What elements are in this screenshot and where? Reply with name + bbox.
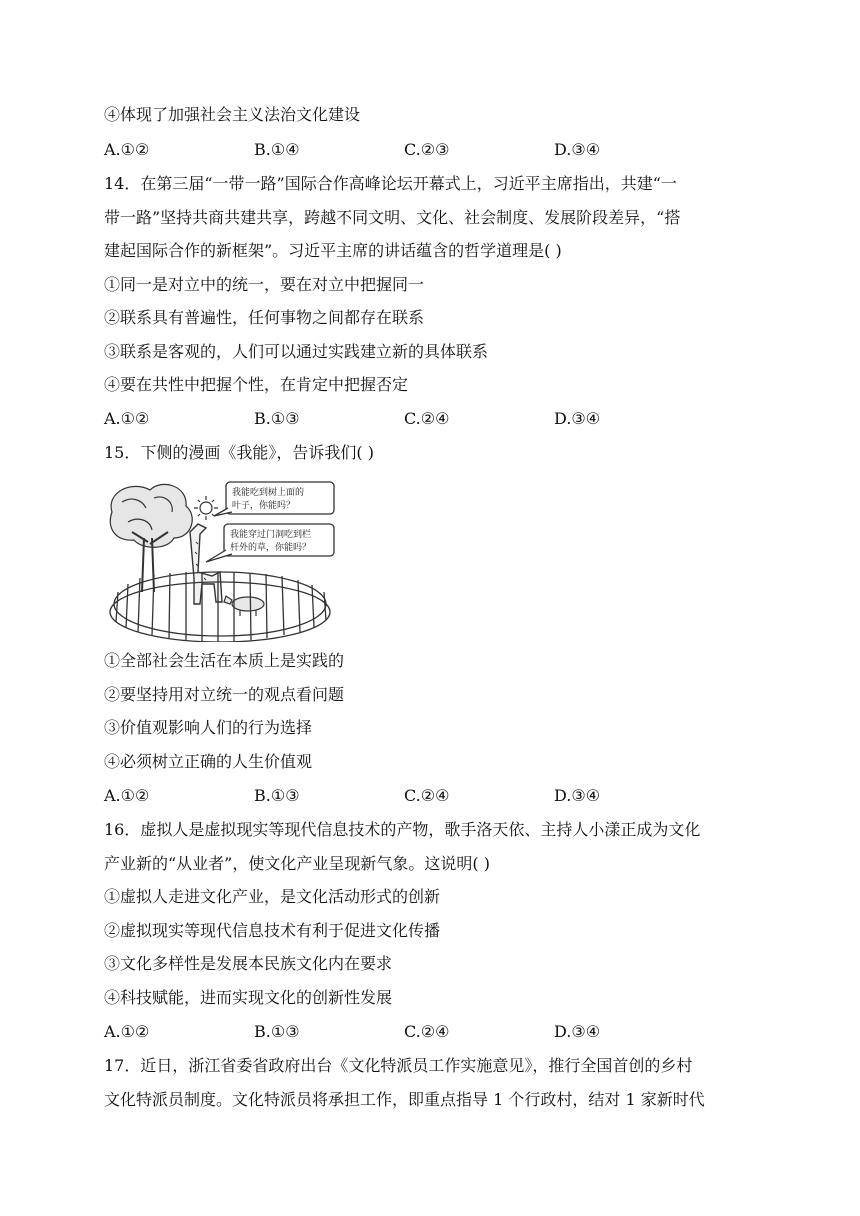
q16-item-2: ②虚拟现实等现代信息技术有利于促进文化传播 [104, 921, 441, 940]
q13-option-a[interactable]: A.①② [104, 140, 150, 159]
tree-drawing [110, 484, 192, 592]
q16-option-a[interactable]: A.①② [104, 1022, 150, 1041]
q16-item-4: ④科技赋能，进而实现文化的创新性发展 [104, 988, 393, 1007]
q15-item-4: ④必须树立正确的人生价值观 [104, 752, 313, 771]
q14-item-3: ③联系是客观的，人们可以通过实践建立新的具体联系 [104, 342, 489, 361]
q16-options [104, 1021, 744, 1043]
q13-options [104, 139, 744, 161]
q13-option-c[interactable]: C.②③ [404, 140, 450, 159]
q14-item-1: ①同一是对立中的统一，要在对立中把握同一 [104, 275, 425, 294]
q15-item-1: ①全部社会生活在本质上是实践的 [104, 651, 345, 670]
q16-option-d[interactable]: D.③④ [554, 1022, 601, 1041]
sheep-drawing [224, 596, 264, 616]
q14-item-4: ④要在共性中把握个性，在肯定中把握否定 [104, 375, 409, 394]
q15-option-a[interactable]: A.①② [104, 786, 150, 805]
q14-stem-line-2: 带一路”坚持共商共建共享，跨越不同文明、文化、社会制度、发展阶段差异，“搭 [104, 208, 681, 227]
q14-option-d[interactable]: D.③④ [554, 409, 601, 428]
q16-option-c[interactable]: C.②④ [404, 1022, 450, 1041]
q13-option-b[interactable]: B.①④ [254, 140, 300, 159]
cartoon-image [102, 472, 340, 642]
bubble1-line1: 我能吃到树上面的 [232, 488, 305, 498]
fence-drawing [110, 572, 330, 642]
q17-stem-line-1: 17．近日，浙江省委省政府出台《文化特派员工作实施意见》，推行全国首创的乡村 [104, 1056, 693, 1075]
q15-item-2: ②要坚持用对立统一的观点看问题 [104, 685, 345, 704]
q14-stem-line-3: 建起国际合作的新框架”。习近平主席的讲话蕴含的哲学道理是( ) [104, 241, 562, 260]
q16-stem-line-1: 16．虚拟人是虚拟现实等现代信息技术的产物，歌手洛天依、主持人小漾正成为文化 [104, 820, 701, 839]
q14-stem-line-1: 14．在第三届“一带一路”国际合作高峰论坛开幕式上，习近平主席指出，共建“一 [104, 174, 677, 193]
q15-options [104, 785, 744, 807]
q14-option-a[interactable]: A.①② [104, 409, 150, 428]
speech-bubble-2 [206, 524, 334, 562]
q14-option-c[interactable]: C.②④ [404, 409, 450, 428]
q15-item-3: ③价值观影响人们的行为选择 [104, 718, 313, 737]
q15-option-d[interactable]: D.③④ [554, 786, 601, 805]
bubble2-line2: 杆外的草，你能吗？ [230, 543, 312, 553]
q16-option-b[interactable]: B.①③ [254, 1022, 300, 1041]
q15-option-b[interactable]: B.①③ [254, 786, 300, 805]
giraffe-drawing [190, 524, 222, 604]
q16-stem-line-2: 产业新的“从业者”，使文化产业呈现新气象。这说明( ) [104, 854, 490, 873]
q17-stem-line-2: 文化特派员制度。文化特派员将承担工作，即重点指导 1 个行政村，结对 1 家新时代 [104, 1090, 705, 1109]
q14-options [104, 408, 744, 430]
q16-item-3: ③文化多样性是发展本民族文化内在要求 [104, 954, 393, 973]
q14-option-b[interactable]: B.①③ [254, 409, 300, 428]
q14-item-2: ②联系具有普遍性，任何事物之间都存在联系 [104, 308, 425, 327]
bubble2-line1: 我能穿过门洞吃到栏 [230, 530, 312, 540]
q13-option-d[interactable]: D.③④ [554, 140, 601, 159]
speech-bubble-1 [214, 482, 334, 516]
bubble1-line2: 叶子，你能吗？ [232, 501, 296, 511]
q16-item-1: ①虚拟人走进文化产业，是文化活动形式的创新 [104, 887, 441, 906]
q13-item-4: ④体现了加强社会主义法治文化建设 [104, 105, 361, 124]
q15-option-c[interactable]: C.②④ [404, 786, 450, 805]
q15-stem: 15．下侧的漫画《我能》，告诉我们( ) [104, 443, 374, 462]
